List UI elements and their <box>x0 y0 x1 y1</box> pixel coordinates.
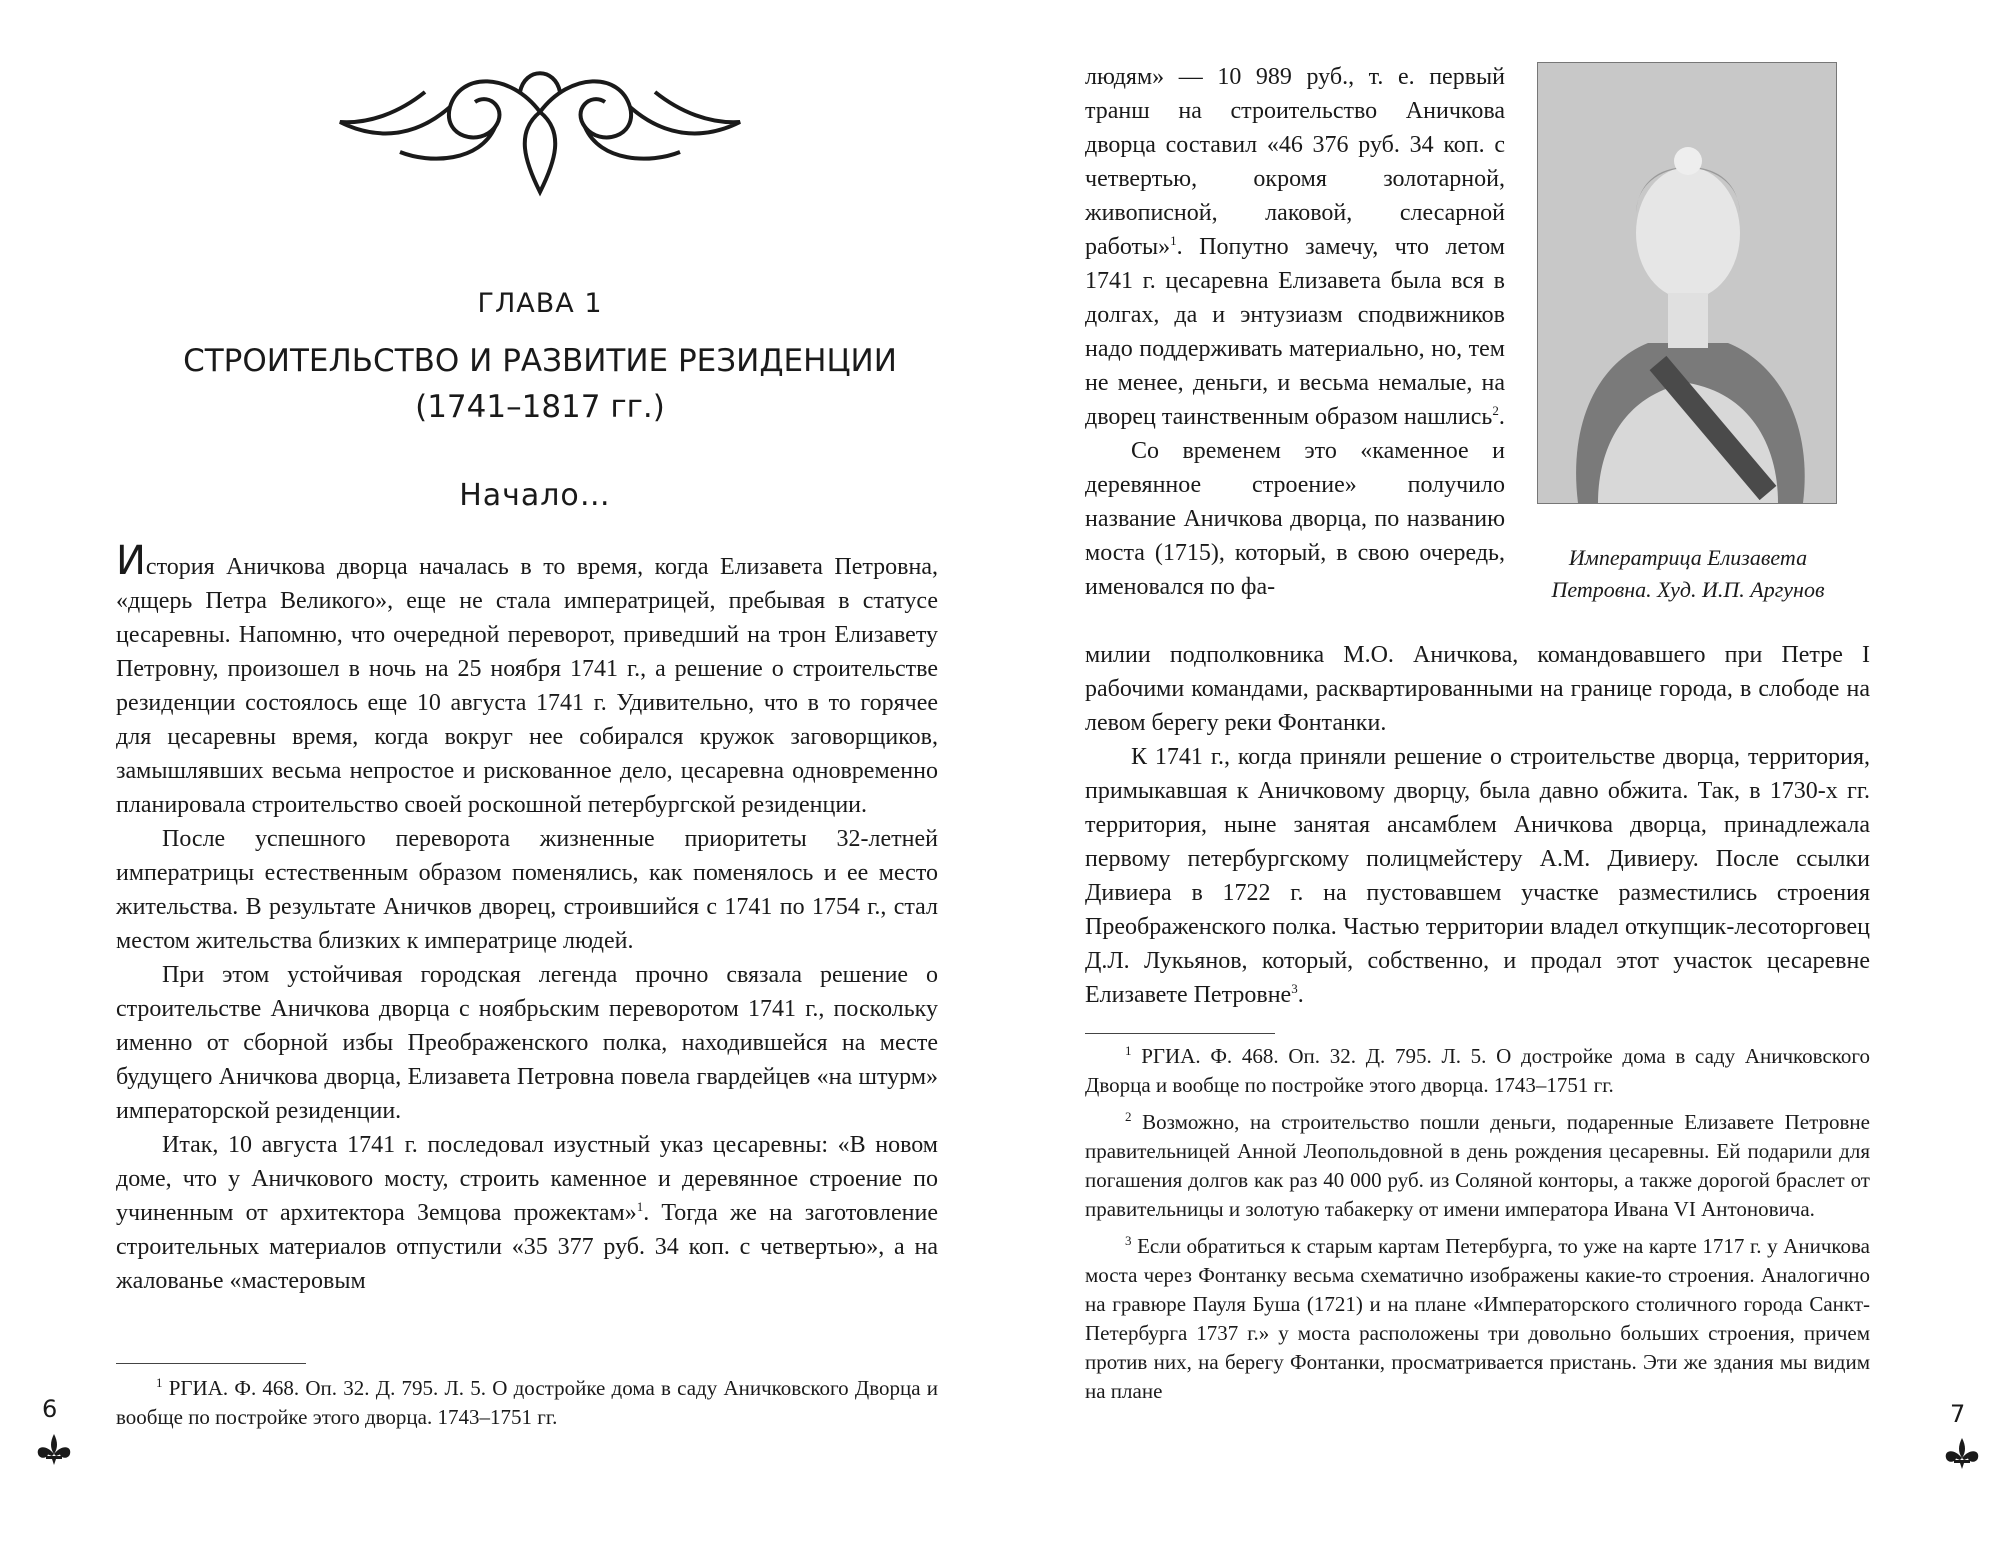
right-body-narrow <box>1085 60 1505 604</box>
paragraph: История Аничкова дворца началась в то время, когда Елизавета Петровна, «дщерь Петра Великого», еще не стала императрицей, пребывая в статусе цесаревны. Напомню, что очередной переворот, приведший на трон Елизавету Петровну, произошел в ночь на 25 ноября 1741 г., а решение о строительстве резиденции состоялось еще 10 августа 1741 г. Удивительно, что в то горячее для цесаревны время, когда вокруг нее собирался кружок заговорщиков, замышлявших весьма непростое и рискованное дело, цесаревна одновременно планировала строительство своей роскошной петербургской резиденции. <box>116 538 938 818</box>
footnote-ref: 1 <box>636 1199 644 1214</box>
ornament-icon <box>330 52 750 202</box>
fleuron-icon <box>34 1432 74 1466</box>
left-body-text <box>116 538 939 1298</box>
footnote-ref: 1 <box>1170 233 1177 248</box>
chapter-title-line2: (1741–1817 гг.) <box>415 389 665 425</box>
right-body-wide <box>1085 638 1870 1012</box>
footnote-ref: 2 <box>1492 403 1499 418</box>
page-number: 7 <box>1950 1400 1966 1428</box>
paragraph: При этом устойчивая городская легенда прочно связала решение о строительстве Аничкова дворца с ноябрьским переворотом 1741 г., поскольку именно от сборной избы Преображенского полка, находившейся на месте будущего Аничкова дворца, Елизавета Петровна повела гвардейцев «на штурм» императорской резиденции. <box>116 962 938 1124</box>
paragraph: людям» — 10 989 руб., т. е. первый транш на строительство Аничкова дворца составил «46 376 руб. 34 коп. с четвертью, окромя золотарной, живописной, лаковой, слесарной работы»$^1$. Попутно замечу, что летом 1741 г. цесаревна Елизавета была вся в долгах, да и энтузиазм сподвижников надо поддерживать материально, но, тем не менее, деньги, и весьма немалые, на дворец таинственным образом нашлись$^2$. <box>1085 64 1505 430</box>
paragraph: После успешного переворота жизненные приоритеты 32-летней императрицы естественным образом поменялись, как поменялось и ее место жительства. В результате Аничков дворец, строившийся с 1741 по 1754 г., стал местом жительства близких к императрице людей. <box>116 826 938 954</box>
left-footnotes <box>116 1374 938 1440</box>
footnote: $^1$ РГИА. Ф. 468. Оп. 32. Д. 795. Л. 5. О достройке дома в саду Аничковского Дворца и вообще по постройке этого дворца. 1743–1751 гг. <box>116 1375 938 1429</box>
portrait-icon <box>1538 63 1836 503</box>
paragraph: Итак, 10 августа 1741 г. последовал изустный указ цесаревны: «В новом доме, что у Аничкового мосту, строить каменное и деревянное строение по учиненным от архитектора Земцова прожектам»$^1$. Тогда же на заготовление строительных материалов отпустили «35 377 руб. 34 коп. с четвертью», а на жалованье «мастеровым <box>116 1132 939 1294</box>
right-footnotes <box>1085 1042 1870 1414</box>
chapter-title <box>0 338 1080 430</box>
footnote: $^2$ Возможно, на строительство пошли деньги, подаренные Елизавете Петровне правительницей Анной Леопольдовной в день рождения цесаревны. Ей подарили для погашения долгов как раз 40 000 руб. из Соляной конторы, а также дорогой браслет от правительницы и золотую табакерку от имени императора Ивана VI Антоновича. <box>1085 1109 1870 1221</box>
chapter-label: ГЛАВА 1 <box>477 288 603 319</box>
portrait-image <box>1537 62 1837 504</box>
footnote-ref: 3 <box>1291 981 1298 996</box>
chapter-title-line1: СТРОИТЕЛЬСТВО И РАЗВИТИЕ РЕЗИДЕНЦИИ <box>183 343 897 379</box>
fleuron-icon <box>1942 1436 1982 1470</box>
portrait-caption: Императрица Елизавета Петровна. Худ. И.П. Аргунов <box>1551 545 1825 602</box>
section-title: Начало… <box>459 478 611 513</box>
footnote-divider <box>116 1363 306 1364</box>
drop-cap: И <box>116 538 146 584</box>
footnote: $^3$ Если обратиться к старым картам Петербурга, то уже на карте 1717 г. у Аничкова моста через Фонтанку весьма схематично изображены какие-то строения. Аналогично на гравюре Пауля Буша (1721) и на плане «Императорского столичного города Санкт-Петербурга 1737 г.» у моста расположены три довольно больших строения, причем против них, на берегу Фонтанки, просматривается пристань. Эти же здания мы видим на плане <box>1085 1233 1870 1403</box>
paragraph: милии подполковника М.О. Аничкова, командовавшего при Петре I рабочими командами, расквартированными на границе города, в слободе на левом берегу реки Фонтанки. <box>1085 642 1870 736</box>
paragraph: К 1741 г., когда приняли решение о строительстве дворца, территория, примыкавшая к Аничковому дворцу, была давно обжита. Так, в 1730-х гг. территория, ныне занятая ансамблем Аничкова дворца, принадлежала первому петербургскому полицмейстеру А.М. Дивиеру. После ссылки Дивиера в 1722 г. на пустовавшем участке разместились строения Преображенского полка. Частью территории владел откупщик-лесоторговец Д.Л. Лукьянов, который, собственно, и продал этот участок цесаревне Елизавете Петровне$^3$. <box>1085 744 1870 1008</box>
footnote-divider <box>1085 1033 1275 1034</box>
page-number: 6 <box>42 1395 58 1423</box>
footnote: $^1$ РГИА. Ф. 468. Оп. 32. Д. 795. Л. 5. О достройке дома в саду Аничковского Дворца и вообще по постройке этого дворца. 1743–1751 гг. <box>1085 1043 1870 1097</box>
paragraph: Со временем это «каменное и деревянное строение» получило название Аничкова дворца, по названию моста (1715), который, в свою очередь, именовался по фа- <box>1085 438 1505 600</box>
